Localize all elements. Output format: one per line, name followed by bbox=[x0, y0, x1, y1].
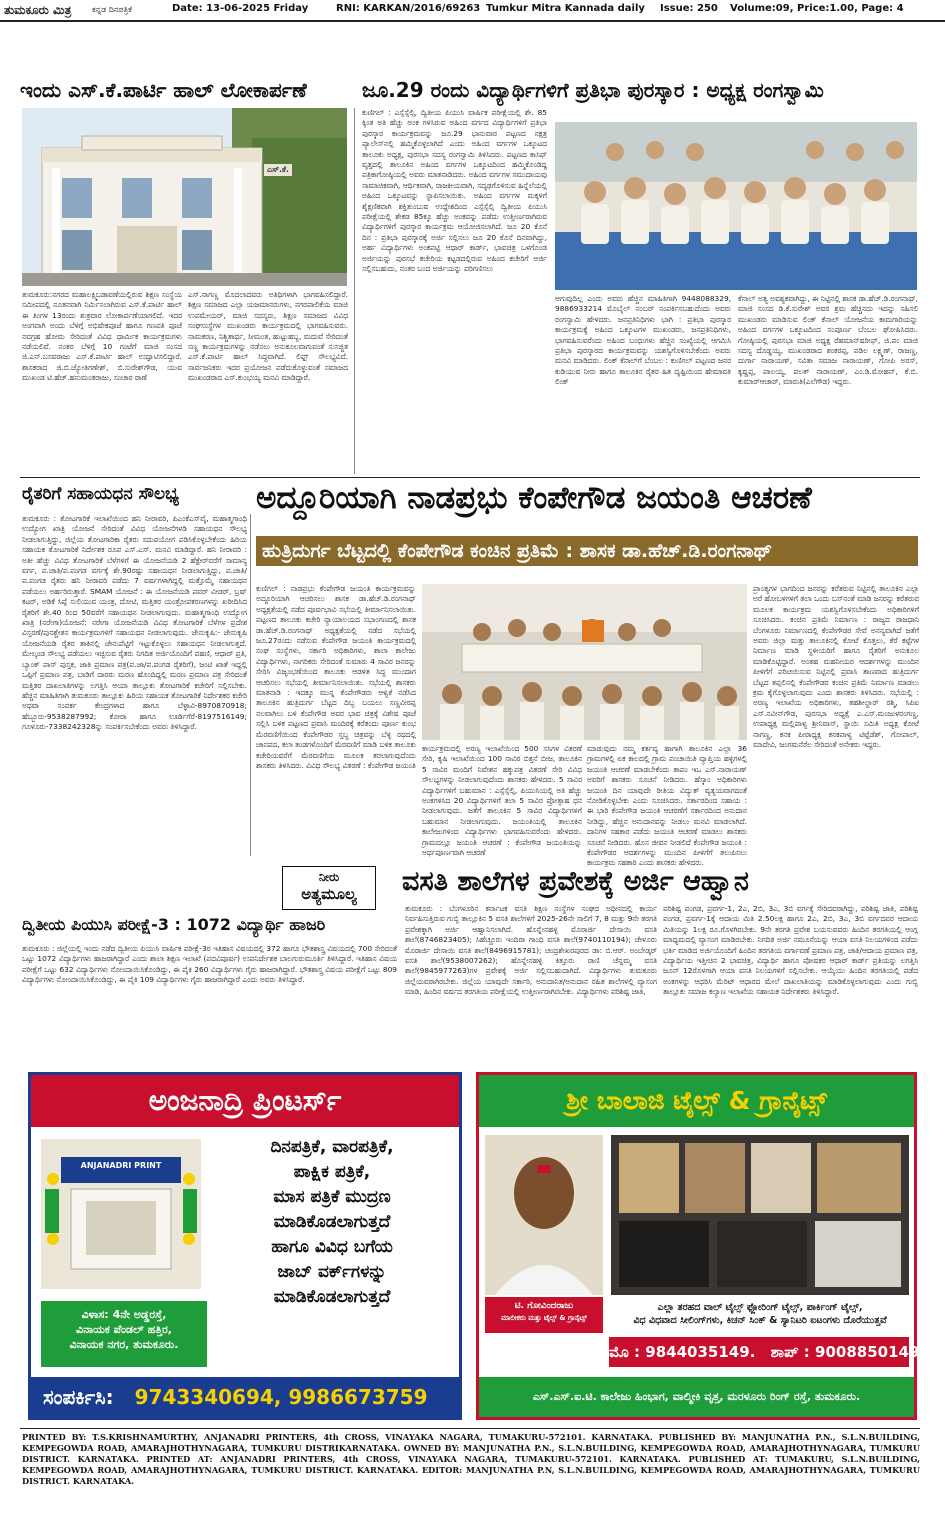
ad1-contact-bar bbox=[31, 1377, 459, 1417]
story2-body-col1: ಕುಣಿಗಲ್ : ಎಸ್ಸೆಸ್ಸೆಲ್ಸಿ, ದ್ವಿತೀಯ ಪಿಯುಸಿ ವಾರ್ಷಿಕ ಪರೀಕ್ಷೆಯಲ್ಲಿ ಶೇ. 85 ಕ್ಕಿಂತ ಅತಿ ಹೆಚ್ಚು ಅಂಕ ಗಳಿಸಿರುವ ಅಹಿಂದ ವರ್ಗದ ವಿದ್ಯಾರ್ಥಿಗಳಿಗೆ ಪ್ರತಿಭಾ ಪುರಸ್ಕಾರ ಕಾರ್ಯಕ್ರಮವನ್ನು ಜೂ.29 ಭಾನುವಾರ ಪಟ್ಟಣದ ನಕ್ಷತ್ರ ಪ್ಯಾಲೇಸ್‌ನಲ್ಲಿ ಹಮ್ಮಿಕೊಳ್ಳಲಾಗಿದೆ ಎಂದು ಅಹಿಂದ ವರ್ಗಗಳ ಒಕ್ಕೂಟದ ತಾಲೂಕು ಅಧ್ಯಕ್ಷ, ಪುರಸಭಾ ಸದಸ್ಯ ರಂಗಸ್ವಾಮಿ ತಿಳಿಸಿದರು. ಪಟ್ಟಣದ ಕಾಸಿಫ್ ವೃತ್ತದಲ್ಲಿ ತಾಲೂಕಿನ ಅಹಿಂದ ವರ್ಗಗಳ ಒಕ್ಕೂಟದಿಂದ ಹಮ್ಮಿಕೊಂಡಿದ್ದ ಪತ್ರಿಕಾಗೋಷ್ಠಿಯಲ್ಲಿ ಅವರು ಮಾತನಾಡಿದರು. ಅಹಿಂದ ವರ್ಗಗಳ ಸಮುದಾಯವು ಸಾಮಾಜಿಕವಾಗಿ, ಆರ್ಥಿಕವಾಗಿ, ರಾಜಕೀಯವಾಗಿ, ಸದೃಢಗೊಳಿಸುವ ಹಿನ್ನೆಲೆಯಲ್ಲಿ ಅಹಿಂದ ಒಕ್ಕೂಟವನ್ನು ಸ್ಥಾಪಿಸಲಾಯಿತು. ಅಹಿಂದ ವರ್ಗಗಳ ಮಕ್ಕಳಿಗೆ ಶೈಕ್ಷಣಿಕವಾಗಿ ಶಕ್ತಿತುಂಬುವ ಉದ್ದೇಶದಿಂದ ಎಸ್ಸೆಸ್ಸೆಲ್ಸಿ ದ್ವಿತೀಯ ಪಿಯುಸಿ ಪರೀಕ್ಷೆಯಲ್ಲಿ ಶೇಕಡ 85ಕ್ಕೂ ಹೆಚ್ಚು ಅಂಕವನ್ನು ಪಡೆದು ಉತ್ತೀರ್ಣರಾಗಿರುವ ವಿದ್ಯಾರ್ಥಿಗಳಿಗೆ ಪುರಸ್ಕಾರ ಕಾರ್ಯಕ್ರಮ ಆಯೋಜಿಸಲಾಗಿದೆ. ಜೂ 20 ಕೊನೆ ದಿನ : ಪ್ರತಿಭಾ ಪುರಸ್ಕಾರಕ್ಕೆ ಅರ್ಜಿ ಸಲ್ಲಿಸಲು ಜೂ 20 ಕೊನೆ ದಿನವಾಗಿದ್ದು, ಅರ್ಹ ವಿದ್ಯಾರ್ಥಿಗಳು ಅಂಕಪಟ್ಟಿ ಆಧಾರ್ ಕಾರ್ಡ್, ಭಾವಚಿತ್ರ ಒಳಗೊಂಡ ಅರ್ಜಿಯನ್ನು ಪುರಸಭೆ ಕಚೇರಿಯ ಕಟ್ಟಡದಲ್ಲಿರುವ ಅಹಿಂದ ಕಚೇರಿಗೆ ಅರ್ಜಿ ಸಲ್ಲಿಸಬಹುದು, ನಂತರ ಬಂದ ಅರ್ಜಿಯನ್ನು ಪರಿಗಣಿಸಲು bbox=[362, 108, 547, 274]
story4-body-left: ಕುಣಿಗಲ್ : ನಾಡಪ್ರಭು ಕೆಂಪೇಗೌಡ ಜಯಂತಿ ಕಾರ್ಯಕ್ರಮವನ್ನು ಅದ್ದೂರಿಯಾಗಿ ಆಚರಿಸಲು ಶಾಸಕ ಡಾ.ಹೆಚ್.ಡಿ.ರಂಗನಾಥ್ ಅಧ್ಯಕ್ಷತೆಯಲ್ಲಿ ನಡೆದ ಪೂರ್ವಭಾವಿ ಸಭೆಯಲ್ಲಿ ತೀರ್ಮಾನಿಸಲಾಯಿತು. ಪಟ್ಟಣದ ತಾಲೂಕು ಕಚೇರಿ ನ್ಯಾಯಾಲಯದ ಸಭಾಂಗಣದಲ್ಲಿ ಶಾಸಕ ಡಾ.ಹೆಚ್.ಡಿ.ರಂಗನಾಥ್ ಅಧ್ಯಕ್ಷತೆಯಲ್ಲಿ ನಡೆದ ಸಭೆಯಲ್ಲಿ ಜೂ.27ರಂದು ನಡೆಸುವ ಕೆಂಪೇಗೌಡ ಜಯಂತಿ ಕಾರ್ಯಕ್ರಮದಲ್ಲಿ ಸಂಘ ಸಂಸ್ಥೆಗಳು, ಸರ್ಕಾರಿ ಅಧಿಕಾರಿಗಳು, ಶಾಲಾ ಕಾಲೇಜು ವಿದ್ಯಾರ್ಥಿಗಳು, ನಾಗರಿಕರು ಸೇರಿದಂತೆ ಸುಮಾರು 4 ಸಾವಿರ ಜನರನ್ನು ಸೇರಿಸಿ ವಿಜೃಂಭಣೆಯಿಂದ ತಾಲೂಕು ಆಡಳಿತ ಸಿದ್ಧ ಮುಂದಾಗ ಆಚರಿಸಲು ಸಭೆಯಲ್ಲಿ ತೀರ್ಮಾನಿಸಲಾಯಿತು. ಸಭೆಯಲ್ಲಿ ಶಾಸಕರು ಮಾತನಾಡಿ : ಇದಕ್ಕೂ ಮುನ್ನ ಕೆಂಪೇಗೌಡರು ಆಳ್ವಿಕೆ ನಡೆಸಿದ ತಾಲೂಕಿನ ಹುತ್ರಿದುರ್ಗ ಬೆಟ್ಟದ ದಿಬ್ಬ ಬಯಲು ಸಣ್ಣವೀರಪ್ಪ ನಲವಾಗಿಲು ಬಳಿ ಕೆಂಪೇಗೌಡ ಅವರ ಭಾವ ಚಿತ್ರಕ್ಕೆ ವಿಶೇಷ ಪೂಜೆ ಸಲ್ಲಿಸಿ ಬಳಿಕ ಪಟ್ಟಣದ ಪ್ರವಾಸಿ ಮಂದಿರಕ್ಕೆ ಕರೆತಂದು ಪೂರ್ಣ ಕುಂಭ ಮೆರವಣಿಗೆಯಿಂದ ಕೆಂಪೇಗೌಡರ ಸ್ತಬ್ಧ ಚಿತ್ರವನ್ನು ಬೆಳ್ಳಿ ರಥದಲ್ಲಿ ಜಾನಪದ, ಕಲಾ ತಂಡಗಳೊಂದಿಗೆ ಮೆರವಣಿಗೆ ಮಾಡಿ ಬಳಿಕ ತಾಲೂಕು ಕಚೇರಿಯವರೆಗೆ ಮೆರವಣಿಗೆಯ ಮೂಲಕ ತರಲಾಗುವುದೆಂದು ಶಾಸಕರು ತಿಳಿಸಿದರು. ವಿವಿಧ ಸೌಲಭ್ಯ ವಿತರಣೆ : ಕೆಂಪೇಗೌಡ ಜಯಂತಿ bbox=[256, 584, 416, 770]
story3-body: ತುಮಕೂರು : ತೋಟಗಾರಿಕೆ ಇಲಾಖೆಯಿಂದ ಹನಿ ನೀರಾವರಿ, ಪಿಎಂಕೆಎಸ್‌ವೈ, ಮಹಾತ್ಮಗಾಂಧಿ ಉದ್ಯೋಗ ಖಾತ್ರಿ ಯೋಜನೆ ಸೇರಿದಂತೆ ವಿವಿಧ ಯೋಜನೆಗಳಡಿ ಸಹಾಯಧನ ಸೌಲಭ್ಯ ನೀಡಲಾಗುತ್ತಿದ್ದು, ಜಿಲ್ಲೆಯ ತೋಟಗಾರಿಕಾ ರೈತರು ಸದುಪಯೋಗ ಪಡಿಸಿಕೊಳ್ಳಬೇಕೆಂದು ಹಿರಿಯ ಸಹಾಯಕ ತೋಟಗಾರಿಕೆ ನಿರ್ದೇಶಕ ರೂಪ ಎಸ್.ಎಸ್. ಮನವಿ ಮಾಡಿದ್ದಾರೆ. ಹನಿ ನೀರಾವರಿ : ಅತೀ ಹೆಚ್ಚು ವಿವಿಧ ತೋಟಗಾರಿಕೆ ಬೆಳೆಗಳಿಗೆ ಈ ಯೋಜನೆಯಡಿ 2 ಹೆಕ್ಟೇರ್‌ವರೆಗೆ ಸಾಮಾನ್ಯ ವರ್ಗ, ಪ.ಜಾತಿ/ಪ.ಪಂಗಡ ವರ್ಗಕ್ಕೆ ಶೇ.90ರಷ್ಟು ಸಹಾಯಧನ ನೀಡಲಾಗುತ್ತಿದ್ದು, ಪ.ಜಾತಿ/ಪ.ಪಂಗಡ ರೈತರು ಹನಿ ನೀರಾವರಿ ಪಡೆದು 7 ವರ್ಷಗಳಾಗಿದ್ದಲ್ಲಿ ಮತ್ತೊಮ್ಮೆ ಸಹಾಯಧನ ಪಡೆಯಲು ಅರ್ಹರಿರುತ್ತಾರೆ. SMAM ಯೋಜನೆ : ಈ ಯೋಜನೆಯಡಿ ಪವರ್ ವೀಡರ್, ಬ್ರಷ್ ಕಟರ್, ಅಡಿಕೆ ಸಿಪ್ಪೆ ಸುಲಿಯುವ ಯಂತ್ರ, ದೋಟಿ, ಮತ್ತಿತರ ಯಂತ್ರೋಪಕರಣಗಳನ್ನು ಖರೀದಿಸಿದ ರೈತರಿಗೆ ಶೇ.40 ರಿಂದ 50ವರೆಗೆ ಸಹಾಯಧನ ನೀಡಲಾಗುವುದು. ಮಹಾತ್ಮಗಾಂಧಿ ಉದ್ಯೋಗ ಖಾತ್ರಿ (ನರೇಗಾ)ಯೋಜನೆ: ನರೇಗಾ ಯೋಜನೆಯಡಿ ವಿವಿಧ ತೋಟಗಾರಿಕೆ ಬೆಳೆಗಳ ಪ್ರದೇಶ ವಿಸ್ತರಣೆ/ಪುನಶ್ಚೇತನ ಕಾರ್ಯಕ್ರಮಗಳಿಗೆ ಸಹಾಯಧನ ನೀಡಲಾಗುವುದು. ಜೇನುಕೃಷಿ:- ಜೇನುಕೃಷಿ ಯೋಜನೆಯಡಿ ರೈತರ ತಾಕಿನಲ್ಲಿ ಜೇನುಪೆಟ್ಟಿಗೆ ಇಟ್ಟುಕೊಳ್ಳಲು ಸಹಾಯಧನ ನೀಡಲಾಗುತ್ತದೆ. ಮೇಲ್ಕಂಡ ಸೌಲಭ್ಯ ಪಡೆಯಲು ಇಚ್ಛಿಸುವ ರೈತರು ನಿಗದಿತ ಅರ್ಜಿಯೊಂದಿಗೆ ಪಹಣಿ, ಆಧಾರ್ ಪ್ರತಿ, ಬ್ಯಾಂಕ್ ಪಾಸ್ ಪುಸ್ತಕ, ಜಾತಿ ಪ್ರಮಾಣ ಪತ್ರ(ಪ.ಜಾ/ಪ.ಪಂಗಡ ರೈತರಿಗೆ), ಜಂಟಿ ಖಾತೆ ಇದ್ದಲ್ಲಿ ಒಪ್ಪಿಗೆ ಪ್ರಮಾಣ ಪತ್ರ, ಬಾಡಿಗೆ ದಾರರು ಮರಣ ಹೊಂದಿದ್ದಲ್ಲಿ ಮರಣ ಪ್ರಮಾಣ ಪತ್ರ ಸೇರಿದಂತೆ ಮತ್ತಿತರ ದಾಖಲಾತಿಗಳನ್ನು ಲಗತ್ತಿಸಿ ಆಯಾ ತಾಲ್ಲೂಕು ತೋಟಗಾರಿಕೆ ಕಚೇರಿಗೆ ಸಲ್ಲಿಸಬೇಕು. ಹೆಚ್ಚಿನ ಮಾಹಿತಿಗಾಗಿ ತುಮಕೂರು ತಾಲ್ಲೂಕು ಹಿರಿಯ ಸಹಾಯಕ ತೋಟಗಾರಿಕೆ ನಿರ್ದೇಶಕರ ಕಚೇರಿ ಅಥವಾ ಸಂಪರ್ಕ ಕೇಂದ್ರಗಳಾದ ಹಾಗೂ ಬೆಳ್ಳಾವಿ-8970870918; ಹೆಬ್ಬೂರು-9538287992; ಕೋರಾ ಹಾಗೂ ಊರ್ಡಿಗೆರೆ-8197516149; ಗೂಳೂರು-7338242328ನ್ನು ಸಂಪರ್ಕಿಸಬೇಕೆಂದು ಅವರು ತಿಳಿಸಿದ್ದಾರೆ. bbox=[22, 514, 247, 732]
water-slogan-line2: ಅತ್ಯಮೂಲ್ಯ bbox=[301, 885, 357, 903]
story4-subhead: ಹುತ್ರಿದುರ್ಗ ಬೆಟ್ಟದಲ್ಲಿ ಕೆಂಪೇಗೌಡ ಕಂಚಿನ ಪ್ರತಿಮೆ : ಶಾಸಕ ಡಾ.ಹೆಚ್.ಡಿ.ರಂಗನಾಥ್ bbox=[256, 536, 918, 566]
story1-body-col1: ತುಮಕೂರು:ನಗರದ ಮಹಾಲಕ್ಷ್ಮಿಬಡಾವಣೆಯಲ್ಲಿರುವ ಶಿಕ್ಷಣ ಸಂಸ್ಥೆಯ ಸಮೀಪದಲ್ಲಿ ನೂತನವಾಗಿ ನಿರ್ಮಿಸಲಾಗಿರುವ ಎಸ್.ಕೆ.ಪಾರ್ಟಿ ಹಾಲ್ ಈ ತಿಂಗಳ 13ರಂದು ಶುಕ್ರವಾರ ಲೋಕಾರ್ಪಣೆಯಾಗಲಿದೆ. ಇದರ ಅಂಗವಾಗಿ ಅಂದು ಬೆಳಿಗ್ಗೆ ಅಭಿಷೇಕಪೂಜೆ ಹಾಗೂ ಗಣಪತಿ ಪೂಜೆ ನವಗ್ರಹ ಹೋಮ ಸೇರಿದಂತೆ ವಿವಿಧ ಧಾರ್ಮಿಕ ಕಾರ್ಯಕ್ರಮಗಳು ನಡೆಯಲಿವೆ. ನಂತರ ಬೆಳಿಗ್ಗೆ 10 ಗಂಟೆಗೆ ಮಾಜಿ ಸಂಸದ ಜಿ.ಎಸ್.ಬಸವರಾಜು ಎಸ್.ಕೆ.ಪಾರ್ಟಿ ಹಾಲ್ ಉದ್ಘಾಟಿಸಲಿದ್ದಾರೆ. ಶಾಸಕರಾದ ಜಿ.ಬಿ.ಜ್ಯೋತಿಗಣೇಶ್, ಬಿ.ಸುರೇಶ್‌ಗೌಡ, ಯುವ ಮುಖಂಡ ಟಿ.ಹೆಚ್.ಹನುಮಂತರಾಜು, ಸಂಚಾರ ಠಾಣೆ bbox=[22, 290, 182, 383]
story2-body-col2: ಆಗುವುದಿಲ್ಲ ಎಂದು ಅವರು ಹೆಚ್ಚಿನ ಮಾಹಿತಿಗಾಗಿ 9448088329, 9886933214 ಮೊಬೈಲ್ ನಂಬರ್ ಸಂಪರ್ಕಿಸಬಹುದೆಂದು ಅವರು ರಂಗಸ್ವಾಮಿ ಹೇಳಿದರು. ಜನಪ್ರತಿನಿಧಿಗಳು ಭಾಗಿ : ಪ್ರತಿಭಾ ಪುರಸ್ಕಾರ ಕಾರ್ಯಕ್ರಮಕ್ಕೆ ಅಹಿಂದ ಒಕ್ಕೂಟಗಳ ಮುಖಂಡರು, ಜನಪ್ರತಿನಿಧಿಗಳು, ಭಾಗವಹಿಸುವರೆಂದು ಅಹಿಂದ ಬಂಧುಗಳು ಹೆಚ್ಚಿನ ಸಂಖ್ಯೆಯಲ್ಲಿ ಆಗಮಿಸಿ ಪ್ರತಿಭಾ ಪುರಸ್ಕಾರದ ಕಾರ್ಯಕ್ರಮವನ್ನು ಯಶಸ್ವಿಗೊಳಿಸಬೇಕೆಂದು ಅವರು ಮನವಿ ಮಾಡಿದರು. ಲಿಂಕ್ ಕೆನಾಲ್‌ಗೆ ಬೆಂಬಲ : ಕುಣಿಗಲ್ ಪಟ್ಟಣದ ಜನರ ಕುಡಿಯುವ ನೀರು ಹಾಗೂ ತಾಲೂಕಿನ ರೈತರ ಹಿತ ದೃಷ್ಟಿಯಿಂದ ಹೇಮಾವತಿ ಲಿಂಕ್ bbox=[555, 294, 731, 387]
ad2-mobile: 9844035149. bbox=[645, 1343, 756, 1361]
owner-name: ಟಿ. ಗೋವಿಂದರಾಜು bbox=[514, 1301, 574, 1311]
tiles-product-photo bbox=[611, 1135, 909, 1295]
ad2-shop: 9008850149 bbox=[815, 1343, 920, 1361]
story4-headline: ಅದ್ದೂರಿಯಾಗಿ ನಾಡಪ್ರಭು ಕೆಂಪೇಗೌಡ ಜಯಂತಿ ಆಚರಣೆ bbox=[256, 480, 812, 516]
ad1-service-line: ಪಾಕ್ಷಿಕ ಪತ್ರಿಕೆ, bbox=[293, 1162, 371, 1182]
ad1-address-box bbox=[41, 1301, 207, 1367]
ad1-service-line: ಮಾಡಿಕೊಡಲಾಗುತ್ತದೆ bbox=[273, 1212, 391, 1232]
meeting-photo bbox=[422, 584, 747, 740]
ad2-tagline1: ಎಲ್ಲಾ ತರಹದ ವಾಲ್ ಟೈಲ್ಸ್ ಫ್ಲೋರಿಂಗ್ ಟೈಲ್ಸ್, ಪಾರ್ಕಿಂಗ್ ಟೈಲ್ಸ್, bbox=[657, 1302, 863, 1313]
column-divider bbox=[250, 514, 251, 856]
ad1-service-line: ಜಾಬ್ ವರ್ಕ್‌ಗಳನ್ನು bbox=[277, 1262, 387, 1282]
ad1-service-line: ಹಾಗೂ ವಿವಿಧ ಬಗೆಯ bbox=[271, 1237, 393, 1257]
owner-photo bbox=[485, 1135, 603, 1295]
story6-body-col1: ತುಮಕೂರು : ಬೆಂಗಳೂರಿನ ಕರ್ನಾಟಕ ವಸತಿ ಶಿಕ್ಷಣ ಸಂಸ್ಥೆಗಳ ಸಂಘದ ಅಧೀನದಲ್ಲಿ ಕಾರ್ಯ ನಿರ್ವಹಿಸುತ್ತಿರುವ ಗುಬ್ಬಿ ತಾಲ್ಲೂಕಿನ 5 ವಸತಿ ಶಾಲೆಗಳಿಗೆ 2025-26ನೇ ಸಾಲಿಗೆ 7, 8 ಮತ್ತು 9ನೇ ತರಗತಿ ಪ್ರವೇಶಕ್ಕಾಗಿ ಅರ್ಜಿ ಆಹ್ವಾನಿಸಲಾಗಿದೆ. ಹೊನ್ನೇನಹಳ್ಳಿ ಮೊರಾರ್ಜಿ ದೇಸಾಯಿ ವಸತಿ ಶಾಲೆ(8746823405); ಸಿಹೆಚ್ಚೂರು ಇಂದಿರಾ ಗಾಂಧಿ ವಸತಿ ಶಾಲೆ(9740110194); ಚೇಳೂರು ಮೊರಾರ್ಜಿ ದೇಸಾಯಿ ವಸತಿ ಶಾಲೆ(8496915781); ಚಂದ್ರಶೇಖರಪುರದ ಡಾ: ಬಿ.ಆರ್. ಅಂಬೇಡ್ಕರ್ ವಸತಿ ಶಾಲೆ(9538007262); ಹೊನ್ನೇನಹಳ್ಳಿ ಕಿತ್ತೂರು ರಾಣಿ ಚೆನ್ನಮ್ಮ ವಸತಿ ಶಾಲೆ(9845977263)ಗಳ ಪ್ರವೇಶಕ್ಕೆ ಅರ್ಜಿ ಸಲ್ಲಿಸಬಹುದಾಗಿದೆ. ವಿದ್ಯಾರ್ಥಿಗಳು ತುಮಕೂರು ಜಿಲ್ಲೆಯವರಾಗಿರಬೇಕು. ಜಿಲ್ಲೆಯ ಯಾವುದೇ ಸರ್ಕಾರಿ, ಅನುದಾನಿತ/ಅನುದಾನ ರಹಿತ ಶಾಲೆಗಳಲ್ಲಿ ವ್ಯಾಸಂಗ ಮಾಡಿ, ಹಿಂದಿನ ವರ್ಷದ ತರಗತಿಯ ಪರೀಕ್ಷೆಯಲ್ಲಿ ಉತ್ತೀರ್ಣರಾಗಿರಬೇಕು. ವಿದ್ಯಾರ್ಥಿಗಳು ಪರಿಶಿಷ್ಟ ಜಾತಿ, bbox=[405, 904, 657, 997]
ad1-phones: 9743340694, 9986673759 bbox=[134, 1385, 428, 1409]
masthead-rule bbox=[0, 20, 945, 22]
masthead-issue: Issue: 250 bbox=[660, 3, 718, 14]
column-divider bbox=[354, 108, 355, 474]
masthead-volume: Volume:09, Price:1.00, Page: 4 bbox=[730, 3, 904, 14]
water-slogan-box bbox=[282, 866, 376, 910]
story4-body-right: ಪ್ರಾಂತ್ಯಗಳ ಭಾಗದಿಂದ ಜನರನ್ನು ಕರೆತರುವ ನಿಟ್ಟಿನಲ್ಲಿ ತಾಲೂಕಿನ ಎಲ್ಲಾ ಅರೆ ಹೋಬಳಿಗಳಿಗೆ ತಲಾ ಒಂದು ಬಸ್‌ನಂತೆ ಮಾಡಿ ಜನರನ್ನು ಕರೆತರುವ ಮೂಲಕ ಕಾರ್ಯಕ್ರಮ ಯಶಸ್ವಿಗೊಳಿಸಬೇಕೆಂದು ಅಧಿಕಾರಿಗಳಿಗೆ ಸೂಚಿಸಿದರು. ಕಂಚಿನ ಪ್ರತಿಮೆ ನಿರ್ಮಾಣ : ರಾಜ್ಯದ ರಾಜಧಾನಿ ಬೆಂಗಳೂರು ನಿರ್ಮಾಣದಲ್ಲಿ ಕೆಂಪೇಗೌಡರ ಸೇವೆ ಅನನ್ಯವಾಗಿದೆ ಜತೆಗೆ ಅವರು ಜಿಲ್ಲಾ ಮತ್ತು ತಾಲೂಕಿನಲ್ಲಿ ಕೋಟೆ ಕೊತ್ತಲು, ಕೆರೆ ಕಟ್ಟೆಗಳ ನಿರ್ಮಾಣ ಮಾಡಿ ಸ್ಥಳೀಯರಿಗೆ ಹಾಗೂ ರೈತರಿಗೆ ಅನುಕೂಲ ಮಾಡಿಕೊಟ್ಟಿದ್ದಾರೆ. ಅಂತಹ ಮಹನೀಯರ ಆದರ್ಶಗಳನ್ನು ಮುಂದಿನ ಪೀಳಿಗೆಗೆ ಪರಿಚಯಿಸುವ ನಿಟ್ಟಿನಲ್ಲಿ ಪ್ರವಾಸಿ ತಾಣವಾದ ಹುತ್ರಿದುರ್ಗ ಬೆಟ್ಟದ ತಪ್ಪಲಿನಲ್ಲಿ ಕೆಂಪೇಗೌಡರ ಕಂಚಿನ ಪ್ರತಿಮೆ ನಿರ್ಮಾಣ ಮಾಡಲು ಕ್ರಮ ಕೈಗೊಳ್ಳಲಾಗುವುದು ಎಂದು ಶಾಸಕರು ತಿಳಿಸಿದರು. ಸಭೆಯಲ್ಲಿ : ಅರಣ್ಯ ಇಲಾಖೆಯ ಅಧಿಕಾರಿಗಳು, ತಹಶೀಲ್ದಾರ್ ರಶ್ಮಿ, ಸಿಪಿಐ ಎಸ್.ನವೀನ್‌ಗೌಡ, ಪುರಸಭಾ ಅಧ್ಯಕ್ಷೆ ಎ.ಎಸ್.ಮಂಜುಳರಂಗಣ್ಣ, ಉಪಾಧ್ಯಕ್ಷ ಮಲ್ಲಿಪಾಳ್ಯ ಶ್ರೀನಿವಾಸ್, ಸ್ಥಾಯಿ ಸಮಿತಿ ಅಧ್ಯಕ್ಷ ಕೋಟೆ ನಾಗಣ್ಣ, ಕನಕ ಪೀಠಾಧ್ಯಕ್ಷ ಕನಕಪಾಳ್ಯ ಟಿಟ್ಟೆಡೆಶ್, ಗೋಪಾಲ್, ಮಾದೇವಿ, ಜಂಗಮನೆರೆಲ ಸೇರಿದಂತೆ ಅನೇಕರು ಇದ್ದರು. bbox=[753, 584, 919, 750]
masthead-rni: RNI: KARKAN/2016/69263 bbox=[336, 3, 481, 14]
ad1-service-line: ಮಾಡಿಕೊಡಲಾಗುತ್ತದೆ bbox=[273, 1287, 391, 1307]
ad2-tagline2: ವಿಧ ವಿಧವಾದ ಸೀಲಿಂಗ್‌ಗಳು, ಕಿಚನ್ ಸಿಂಕ್ & ಸ್ಯಾನಿಟರಿ ಐಟಂಗಳು ದೊರೆಯುತ್ತವೆ bbox=[633, 1315, 887, 1326]
party-hall-photo bbox=[22, 108, 347, 286]
balaji-tiles-ad bbox=[476, 1072, 920, 1420]
section-rule bbox=[20, 477, 920, 478]
ad2-taglines bbox=[607, 1301, 913, 1327]
story4-body-mid2: ಮಾಡುವುದು ನಮ್ಮ ಕರ್ತವ್ಯ ಹಾಗಾಗಿ ತಾಲೂಕಿನ ಎಲ್ಲಾ 36 ಗ್ರಾಮಗಳಲ್ಲಿ ಏಕ ಕಾಲದಲ್ಲಿ ಗ್ರಾಮ ಪಂಚಾಯಿತಿ ವ್ಯಾಪ್ತಿಯ ಹಳ್ಳಿಗಳಲ್ಲಿ ಜಯಂತಿ ಆಚರಣೆ ಮಾಡಬೇಕೆಂದು ತಾಪಂ ಇಒ ಎಸ್.ನಾರಾಯಣ್ ಅವರಿಗೆ ಶಾಸಕರು ಸೂಚನೆ ನೀಡಿದರು. ಹೆಸ್ಕಾಂ ಅಧಿಕಾರಿಗಳು ಜಯಂತಿ ದಿನ ಯಾವುದೇ ರೀತಿಯ ವಿದ್ಯುತ್ ವ್ಯತ್ಯಯವಾಗದಂತೆ ನೋಡಿಕೊಳ್ಳಬೇಕು ಎಂದು ಸೂಚಿಸಿದರು. ಸರ್ಕಾರದಿಂದ ಸಹಾಯ : ಈ ಭಾರಿ ಕೆಂಪೇಗೌಡ ಜಯಂತಿ ಆಚರಣೆಗೆ ಸರ್ಕಾರದಿಂದ ಅನುದಾನ ನೀಡಿದ್ದು, ಹೆಚ್ಚಿನ ಅನುದಾನವನ್ನು ನೀಡಲು ಮನವಿ ಮಾಡಲಾಗಿದೆ. ದಾನಿಗಳ ಸಹಕಾರ ಪಡೆದು ಜಯಂತಿ ಆಚರಣೆ ಮಾಡಲು ಶಾಸಕರು ಸೂಚನೆ ನೀಡಿದರು. ಹೊಸ ಜೀವನ ನೀಡಲಿದೆ ಕೆಂಪೇಗೌಡ ಜಯಂತಿ : ಕೆಂಪೇಗೌಡರ ಆದರ್ಶಗಳನ್ನು ಮುಂದಿನ ಪೀಳಿಗೆಗೆ ತಲುಪಿಸಲು ಕಾರ್ಯಕ್ರಮ ಸಹಕಾರಿ ಎಂದು ಶಾಸಕರು ಹೇಳಿದರು. bbox=[587, 744, 747, 868]
footer-rule bbox=[20, 1428, 920, 1429]
ad2-phone-bar bbox=[609, 1337, 920, 1367]
story5-headline: ದ್ವಿತೀಯ ಪಿಯುಸಿ ಪರೀಕ್ಷೆ-3 : 1072 ವಿದ್ಯಾರ್ಥಿ ಹಾಜರಿ bbox=[22, 915, 326, 934]
story5-body: ತುಮಕೂರು : ಜಿಲ್ಲೆಯಲ್ಲಿ ಇಂದು ನಡೆದ ದ್ವಿತೀಯ ಪಿಯುಸಿ ವಾರ್ಷಿಕ ಪರೀಕ್ಷೆ-3ರ ಇತಿಹಾಸ ವಿಷಯದಲ್ಲಿ 372 ಹಾಗೂ ಭೌತಶಾಸ್ತ್ರ ವಿಷಯದಲ್ಲಿ 700 ಸೇರಿದಂತೆ ಒಟ್ಟು 1072 ವಿದ್ಯಾರ್ಥಿಗಳು ಹಾಜರಾಗಿದ್ದಾರೆ ಎಂದು ಶಾಲಾ ಶಿಕ್ಷಣ ಇಲಾಖೆ (ಪದವಿಪೂರ್ವ) ಉಪನಿರ್ದೇಶಕ ಬಾಲಗುರುಮೂರ್ತಿ ತಿಳಿಸಿದ್ದಾರೆ. ಇತಿಹಾಸ ವಿಷಯ ಪರೀಕ್ಷೆಗೆ ಒಟ್ಟು 632 ವಿದ್ಯಾರ್ಥಿಗಳು ನೋಂದಾಯಿಸಿಕೊಂಡಿದ್ದು, ಈ ಪೈಕಿ 260 ವಿದ್ಯಾರ್ಥಿಗಳು ಗೈರು ಹಾಜರಾಗಿದ್ದಾರೆ. ಭೌತಶಾಸ್ತ್ರ ವಿಷಯ ಪರೀಕ್ಷೆಗೆ ಒಟ್ಟು 809 ವಿದ್ಯಾರ್ಥಿಗಳು ನೋಂದಾಯಿಸಿಕೊಂಡಿದ್ದು, ಈ ಪೈಕಿ 109 ವಿದ್ಯಾರ್ಥಿಗಳು ಗೈರು ಹಾಜರಾಗಿದ್ದಾರೆ ಎಂದು ಅವರು ತಿಳಿಸಿದ್ದಾರೆ. bbox=[22, 944, 397, 985]
masthead bbox=[0, 0, 945, 18]
story6-body-col2: ಪರಿಶಿಷ್ಟ ಪಂಗಡ, ಪ್ರವರ್ಗ-1, 2ಎ, 2ಬಿ, 3ಎ, 3ಬಿ ವರ್ಗಕ್ಕೆ ಸೇರಿದವರಾಗಿದ್ದು, ಪರಿಶಿಷ್ಟ ಜಾತಿ, ಪರಿಶಿಷ್ಟ ಪಂಗಡ, ಪ್ರವರ್ಗ-1ಕ್ಕೆ ಆದಾಯ ಮಿತಿ 2.50ಲಕ್ಷ ಹಾಗೂ 2ಎ, 2ಬಿ, 3ಎ, 3ಬಿ ವರ್ಗದವರ ಆದಾಯ ಮಿತಿಯನ್ನು 1ಲಕ್ಷ ರೂ.ಗೊಳಗಿರಬೇಕು. 9ನೇ ತರಗತಿ ಪ್ರವೇಶ ಬಯಸುವವರು ಹಿಂದಿನ ತರಗತಿಯಲ್ಲಿ ಆಂಗ್ಲ ಮಾಧ್ಯಮದಲ್ಲಿ ವ್ಯಾಸಂಗ ಮಾಡಿರಬೇಕು. ನಿಗದಿತ ಅರ್ಜಿ ನಮೂನೆಯನ್ನು ಆಯಾ ವಸತಿ ನಿಲಯಗಳಿಂದ ಪಡೆದು ಭರ್ತಿ ಮಾಡಿದ ಅರ್ಜಿಯೊಂದಿಗೆ ಹಿಂದಿನ ತರಗತಿಯ ವರ್ಗಾವಣೆ ಪ್ರಮಾಣ ಪತ್ರ, ಜಾತಿ/ಆದಾಯ ಪ್ರಮಾಣ ಪತ್ರ, ವಿದ್ಯಾರ್ಥಿಯ ಇತ್ತೀಚಿನ 2 ಭಾವಚಿತ್ರ, ವಿದ್ಯಾರ್ಥಿ ಹಾಗೂ ಪೋಷಕರ ಆಧಾರ್ ಕಾರ್ಡ್ ಪ್ರತಿಯನ್ನು ಲಗತ್ತಿಸಿ ಜೂನ್ 12ರೊಳಗಾಗಿ ಆಯಾ ವಸತಿ ನಿಲಯಗಳಿಗೆ ಸಲ್ಲಿಸಬೇಕು. ಆಯ್ಕೆಯು ಹಿಂದಿನ ತರಗತಿಯಲ್ಲಿ ಪಡೆದ ಅಂಕಗಳನ್ನು ಆಧರಿಸಿ ಮೆರಿಟ್ ಆಧಾರದ ಮೇಲೆ ದಾಖಲಾತಿಯನ್ನು ಮಾಡಿಕೊಳ್ಳಲಾಗುವುದು ಎಂದು ಗುಬ್ಬಿ ತಾಲ್ಲೂಕು ಸಮಾಜ ಕಲ್ಯಾಣ ಇಲಾಖೆಯ ಸಹಾಯಕ ನಿರ್ದೇಶಕರು ತಿಳಿಸಿದ್ದಾರೆ. bbox=[663, 904, 918, 997]
shop-sign: ANJANADRI PRINT bbox=[80, 1161, 162, 1170]
story1-body-col2: ಎಸ್.ನಾಗಣ್ಣ ಮೊದಲಾದವರು ಅತಿಥಿಗಳಾಗಿ ಭಾಗವಹಿಸಲಿದ್ದಾರೆ. ಶಿಕ್ಷಣ ಸಮಾಜದ ಎಲ್ಲಾ ಯಜಮಾನರುಗಳು, ನಗರಪಾಲಿಕೆಯ ಮಾಜಿ ಉಪಮೇಯರ್, ಮಾಜಿ ಸದಸ್ಯರು, ಶಿಕ್ಷಣ ಸಮಾಜದ ವಿವಿಧ ಸಂಘಸಂಸ್ಥೆಗಳ ಮುಖಂಡರು ಕಾರ್ಯಕ್ರಮದಲ್ಲಿ ಭಾಗವಹಿಸುವರು. ನಾಮಕರಣ, ನಿಶ್ಚಿತಾರ್ಥ, ಸೀಮಂತ, ಹುಟ್ಟುಹಬ್ಬ, ಮದುವೆ ಸೇರಿದಂತೆ ಸಣ್ಣ ಕಾರ್ಯಕ್ರಮಗಳನ್ನು ನಡೆಸಲು ಅನುಕೂಲವಾಗುವಂತೆ ಸುಸಜ್ಜಿತ ಎಸ್.ಕೆ.ಪಾರ್ಟಿ ಹಾಲ್ ಸಿದ್ಧವಾಗಿದೆ. ಲಿಫ್ಟ್ ಸೌಲಭ್ಯವಿದೆ. ಸಾರ್ವಜನಿಕರು ಇದರ ಪ್ರಯೋಜನ ಪಡೆದುಕೊಳ್ಳುವಂತೆ ಸಮಾಜದ ಮುಖಂಡರಾದ ಎಸ್.ಕುಂಭಯ್ಯ ಮನವಿ ಮಾಡಿದ್ದಾರೆ. bbox=[188, 290, 348, 383]
story2-body-col3: ಕೆನಾಲ್ ಅತ್ಯ ಅವಶ್ಯಕವಾಗಿದ್ದು, ಈ ನಿಟ್ಟಿನಲ್ಲಿ ಶಾಸಕ ಡಾ.ಹೆಚ್.ಡಿ.ರಂಗನಾಥ್, ಮಾಜಿ ಸಂಸದ ಡಿ.ಕೆ.ಸುರೇಶ್ ಅವರ ಶ್ರಮ ಹೆಚ್ಚಿನದು ಇದನ್ನು ಸಹಿಸಲಿ ಮುಖಂಡರು ಮಾಡಿಸುವ ಲಿಂಕ್ ಕೆನಾಲ್ ಯೋಜನೆಯ ಕಾಮಗಾರಿಯನ್ನು ಅಹಿಂದ ವರ್ಗಗಳ ಒಕ್ಕೂಟದಿಂದ ಸಂಪೂರ್ಣ ಬೆಂಬಲ ಘೋಷಿಸಿದರು. ಗೋಷ್ಠಿಯಲ್ಲಿ ಪುರಸಭಾ ಮಾಜಿ ಅಧ್ಯಕ್ಷ ರೆಹಮಾನ್‌ಷರೀಫ್, ಜಿ.ಪಂ ಮಾಜಿ ಸದಸ್ಯ ದೊಡ್ಡಯ್ಯ, ಮುಖಂಡರಾದ ಶಂಕರಪ್ಪ, ಪಡಿಲ ಲಕ್ಷ್ಮಣ್, ರಾಜಣ್ಣ, ದುರ್ಗಾ ನಾರಾಯಣ್, ಸವಿತಾ ಸಮಾಜ ನಾರಾಯಣ್, ಗೋಪಿ ಅರಸ್, ಕೃಷ್ಣಪ್ಪ, ಪಾಲಯ್ಯ, ಪಲತ್ ನಾರಾಯಣ್, ಎಂ.ಡಿ.ಮೋಹನ್, ಕೆ.ಬಿ. ಕುಮಾರ್‌ಆಚಾರ್, ಮಾರುತಿ(ಎಲೆಗೌಡ) ಇದ್ದರು. bbox=[738, 294, 918, 387]
masthead-tagline: ಕನ್ನಡ ದಿನಪತ್ರಿಕೆ bbox=[92, 5, 133, 14]
ad1-title: ಅಂಜನಾದ್ರಿ ಪ್ರಿಂಟರ್ಸ್ bbox=[31, 1075, 459, 1127]
ad1-services bbox=[209, 1135, 455, 1310]
ad1-address-line2: ವಿನಾಯಕ ಪೆಂಡಲ್ ಹತ್ತಿರ, bbox=[76, 1323, 172, 1336]
ad2-address: ಎಸ್.ಎಸ್.ಐ.ಟಿ. ಕಾಲೇಜು ಹಿಂಭಾಗ, ವಾಲ್ಮೀಕಿ ವೃತ್ತ, ಮರಳೂರು ರಿಂಗ್ ರಸ್ತೆ, ತುಮಕೂರು. bbox=[479, 1377, 914, 1417]
anjanadri-printers-ad bbox=[28, 1072, 462, 1420]
ad1-contact-label: ಸಂಪರ್ಕಿಸಿ: bbox=[43, 1385, 114, 1409]
masthead-logo: ತುಮಕೂರು ಮಿತ್ರ bbox=[4, 3, 72, 17]
story6-headline: ವಸತಿ ಶಾಲೆಗಳ ಪ್ರವೇಶಕ್ಕೆ ಅರ್ಜಿ ಆಹ್ವಾನ bbox=[402, 866, 749, 897]
masthead-paper: Tumkur Mitra Kannada daily bbox=[486, 3, 645, 14]
ad2-title: ಶ್ರೀ ಬಾಲಾಜಿ ಟೈಲ್ಸ್ & ಗ್ರಾನೈಟ್ಸ್ bbox=[479, 1075, 914, 1127]
masthead-date: Date: 13-06-2025 Friday bbox=[172, 3, 309, 14]
ad2-mobile-label: ಮೊ : bbox=[609, 1343, 641, 1361]
ad1-address-label: ವಿಳಾಸ: bbox=[81, 1308, 109, 1321]
party-hall-sign: ಎಸ್.ಕೆ. bbox=[264, 164, 292, 176]
story4-body-mid1: ಕಾರ್ಯಕ್ರಮದಲ್ಲಿ ಅರಣ್ಯ ಇಲಾಖೆಯಿಂದ 500 ಸಸಿಗಳ ವಿತರಣೆ ಸೇರಿ, ಕೃಷಿ ಇಲಾಖೆಯಿಂದ 100 ಸಾವಿರ ಬಿತ್ತನೆ ಬೀಜ, ತಾಲೂಕಿನ 5 ಸಾವಿರ ಮಂದಿಗೆ ನಿವೇಶನ ಹಕ್ಕುಪತ್ರ ವಿತರಣೆ ಸೇರಿ ವಿವಿಧ ಸೌಲಭ್ಯಗಳನ್ನು ನೀಡಲಾಗುವುದೆಂದು ಶಾಸಕರು ಹೇಳಿದರು. 5 ಸಾವಿರ ವಿದ್ಯಾರ್ಥಿಗಳಿಗೆ ಬಹುಮಾನ : ಎಸ್ಸೆಸ್ಸೆಲ್ಸಿ, ಪಿಯುಸಿಯಲ್ಲಿ ಅತಿ ಹೆಚ್ಚು ಅಂಕಗಳಿಸಿದ 20 ವಿದ್ಯಾರ್ಥಿಗಳಿಗೆ ತಲಾ 5 ಸಾವಿರ ಪ್ರೋತ್ಸಾಹ ಧನ ನೀಡಲಾಗುವುದು. ಜತೆಗೆ ತಾಲೂಕಿನ 5 ಸಾವಿರ ವಿದ್ಯಾರ್ಥಿಗಳಿಗೆ ಬಹುಮಾನ ನೀಡಲಾಗುವುದು. ಜಯಂತಿಯಲ್ಲಿ ತಾಲೂಕಿನ ಕಾಲೇಜುಗಳಿಂದ ವಿದ್ಯಾರ್ಥಿಗಳು ಭಾಗವಹಿಸುವರೆಂದು ಹೇಳಿದರು. ಗ್ರಾಮದಲ್ಲೂ ಜಯಂತಿ ಆಚರಣೆ : ಕೆಂಪೇಗೌಡ ಜಯಂತಿಯನ್ನು ಅರ್ಥಪೂರ್ಣವಾಗಿ ಆಚರಣೆ bbox=[422, 744, 582, 858]
story3-headline: ರೈತರಿಗೆ ಸಹಾಯಧನ ಸೌಲಭ್ಯ bbox=[22, 484, 179, 504]
ad1-service-line: ದಿನಪತ್ರಿಕೆ, ವಾರಪತ್ರಿಕೆ, bbox=[270, 1137, 394, 1157]
owner-caption bbox=[485, 1297, 603, 1333]
water-slogan-line1: ನೀರು bbox=[318, 870, 340, 884]
ad1-service-line: ಮಾಸ ಪತ್ರಿಕೆ ಮುದ್ರಣ bbox=[273, 1187, 391, 1207]
printing-shop-photo bbox=[41, 1139, 201, 1289]
ad2-shop-label: ಶಾಪ್ : bbox=[770, 1343, 810, 1361]
ad1-address-line3: ವಿನಾಯಕ ನಗರ, ತುಮಕೂರು. bbox=[69, 1338, 179, 1351]
story1-headline: ಇಂದು ಎಸ್.ಕೆ.ಪಾರ್ಟಿ ಹಾಲ್ ಲೋಕಾರ್ಪಣೆ bbox=[20, 78, 307, 102]
ad1-address-line1: 4ನೇ ಅಡ್ಡರಸ್ತೆ, bbox=[112, 1308, 167, 1321]
owner-title: ಮಾಲೀಕರು ಮತ್ತು ಟೈಲ್ಸ್ & ಗ್ರಾನೈಟ್ಸ್ bbox=[501, 1314, 587, 1322]
press-meet-photo bbox=[555, 122, 917, 290]
imprint-footer: PRINTED BY: T.S.KRISHNAMURTHY, ANJANADRI PRINTERS, 4th CROSS, VINAYAKA NAGARA, TUMAKURU-572101. KARNATAKA. PUBLISHED BY: MANJUNATHA P.N., S.L.N.BUILDING, KEMPEGOWDA ROAD, AMARAJHOTHYNAGARA, TUMKURU DISTRIKARNATAKA. OWNED BY: MANJUNATHA P.N., S.L.N.BUILDING, KEMPEGOWDA ROAD, AMARAJHOTHYNAGARA, TUMKURU DISTRICT. KARNATAKA. PRINTED AT: ANJANADRI PRINTERS, 4th CROSS, VINAYAKA NAGARA, TUMAKURU-572101. KARNATAKA. PUBLISHED AT: TUMAKURU, S.L.N.BUILDING, KEMPEGOWDA ROAD, AMARAJHOTHYNAGARA, TUMKURU DISTRICT. KARNATAKA. EDITOR: MANJUNATHA P.N, S.L.N.BUILDING, KEMPEGOWDA ROAD, AMARAJHOTHYNAGARA, TUMKURU DISTRICT. KARNATAKA. bbox=[22, 1432, 920, 1486]
story2-headline: ಜೂ.29 ರಂದು ವಿದ್ಯಾರ್ಥಿಗಳಿಗೆ ಪ್ರತಿಭಾ ಪುರಸ್ಕಾರ : ಅಧ್ಯಕ್ಷ ರಂಗಸ್ವಾಮಿ bbox=[362, 78, 824, 102]
